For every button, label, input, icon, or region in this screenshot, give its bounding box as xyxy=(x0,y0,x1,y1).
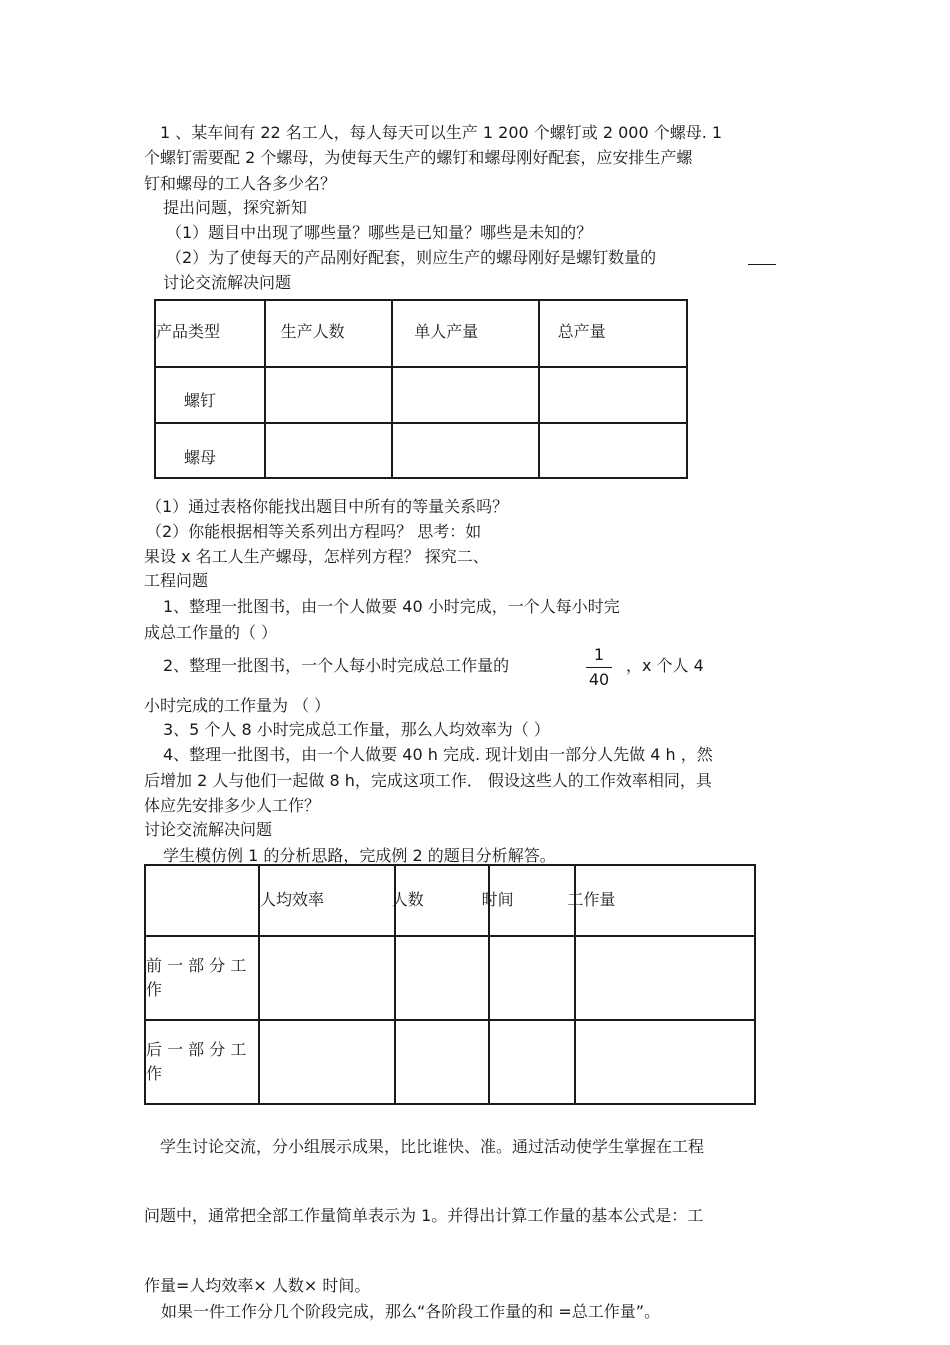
fraction-numerator: 1 xyxy=(593,645,605,664)
fraction-1-over-40 xyxy=(586,645,612,690)
table1-empty-cell xyxy=(265,367,393,423)
table1-row-label: 螺母 xyxy=(155,423,265,478)
fraction-denominator: 40 xyxy=(588,670,610,689)
table2-empty-cell xyxy=(259,1020,395,1104)
fraction-bar xyxy=(586,667,612,668)
table1-header-cell: 单人产量 xyxy=(392,300,538,367)
item-1-line-2: 成总工作量的（ ） xyxy=(144,623,278,642)
section-heading-engineering: 工程问题 xyxy=(144,571,209,590)
table1-header-cell: 总产量 xyxy=(539,300,687,367)
table2-empty-cell xyxy=(395,1020,489,1104)
summary-line-4: 如果一件工作分几个阶段完成，那么“各阶段工作量的和 =总工作量”。 xyxy=(161,1302,661,1321)
item-4-line-2: 后增加 2 人与他们一起做 8 h，完成这项工作． 假设这些人的工作效率相同，具 xyxy=(144,771,712,790)
table1-header-cell: 产品类型 xyxy=(155,300,265,367)
table2-empty-cell xyxy=(575,1020,755,1104)
answer-blank xyxy=(748,264,776,265)
imitate-instruction: 学生模仿例 1 的分析思路，完成例 2 的题目分析解答。 xyxy=(163,846,556,865)
work-analysis-table xyxy=(144,864,756,1105)
table2-empty-cell xyxy=(259,936,395,1020)
problem-1-line-3: 钉和螺母的工人各多少名？ xyxy=(144,174,337,193)
followup-3: 果设 x 名工人生产螺母，怎样列方程？ 探究二、 xyxy=(144,547,489,566)
item-1-line-1: 1、整理一批图书，由一个人做要 40 小时完成，一个人每小时完 xyxy=(163,597,620,616)
table1-empty-cell xyxy=(265,423,393,478)
table1-empty-cell xyxy=(392,367,538,423)
screw-nut-table xyxy=(154,299,688,479)
question-1: （1）题目中出现了哪些量？哪些是已知量？哪些是未知的？ xyxy=(166,223,593,242)
table2-header-cell: 人均效率 xyxy=(259,865,395,936)
table1-header-cell: 生产人数 xyxy=(265,300,393,367)
table1-empty-cell xyxy=(539,367,687,423)
question-2: （2）为了使每天的产品刚好配套，则应生产的螺母刚好是螺钉数量的 xyxy=(166,248,657,267)
item-3: 3、5 个人 8 小时完成总工作量，那么人均效率为（ ） xyxy=(163,720,550,739)
problem-1-line-2: 个螺钉需要配 2 个螺母，为使每天生产的螺钉和螺母刚好配套，应安排生产螺 xyxy=(144,148,693,167)
item-2-line-1-tail: ，x 个人 4 xyxy=(626,656,704,675)
table2-header-cell xyxy=(145,865,259,936)
problem-1-line-1: 1 、某车间有 22 名工人，每人每天可以生产 1 200 个螺钉或 2 000 个螺母. 1 xyxy=(160,123,723,142)
discussion-heading-1: 讨论交流解决问题 xyxy=(163,273,292,292)
table2-empty-cell xyxy=(489,936,576,1020)
table1-empty-cell xyxy=(539,423,687,478)
summary-line-3: 作量=人均效率× 人数× 时间。 xyxy=(144,1276,371,1295)
table2-empty-cell xyxy=(395,936,489,1020)
table2-header-cell: 人数 xyxy=(395,865,489,936)
followup-1: （1）通过表格你能找出题目中所有的等量关系吗？ xyxy=(146,497,509,516)
followup-2: （2）你能根据相等关系列出方程吗？ 思考：如 xyxy=(146,522,482,541)
table2-row-label: 后 一 部 分 工作 xyxy=(145,1020,259,1104)
table2-row-label: 前 一 部 分 工作 xyxy=(145,936,259,1020)
table2-empty-cell xyxy=(575,936,755,1020)
table1-row-label: 螺钉 xyxy=(155,367,265,423)
section-ask-heading: 提出问题，探究新知 xyxy=(163,198,308,217)
table2-header-cell: 时间 xyxy=(489,865,576,936)
table2-empty-cell xyxy=(489,1020,576,1104)
summary-line-1: 学生讨论交流，分小组展示成果，比比谁快、准。通过活动使学生掌握在工程 xyxy=(160,1137,705,1156)
item-4-line-3: 体应先安排多少人工作？ xyxy=(144,796,321,815)
item-4-line-1: 4、整理一批图书，由一个人做要 40 h 完成. 现计划由一部分人先做 4 h ，然 xyxy=(163,745,713,764)
table1-empty-cell xyxy=(392,423,538,478)
item-2-line-1: 2、整理一批图书，一个人每小时完成总工作量的 xyxy=(163,656,510,675)
item-2-line-2: 小时完成的工作量为 （ ） xyxy=(144,696,331,715)
table2-header-cell: 工作量 xyxy=(575,865,755,936)
discussion-heading-2: 讨论交流解决问题 xyxy=(144,820,273,839)
summary-line-2: 问题中，通常把全部工作量简单表示为 1。并得出计算工作量的基本公式是：工 xyxy=(144,1206,704,1225)
